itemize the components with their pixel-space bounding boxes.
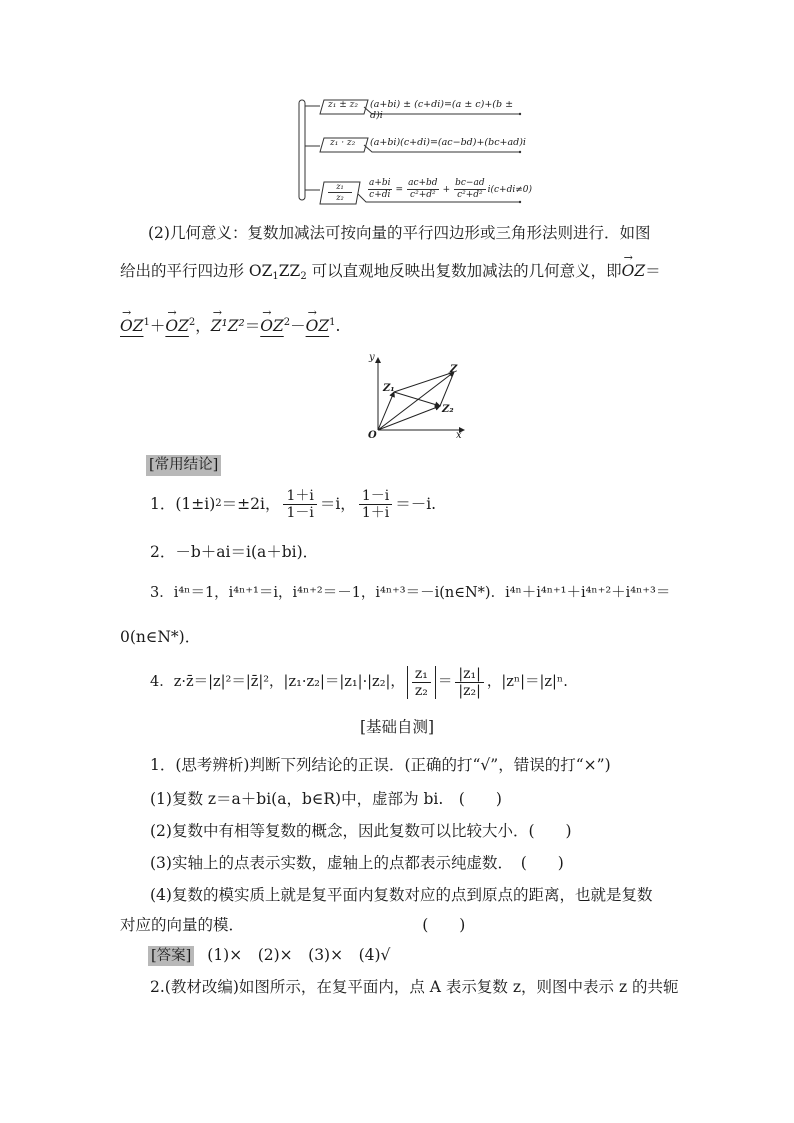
q1-item-2: (2)复数中有相等复数的概念，因此复数可以比较大小．( ) [150,822,572,840]
op-div-rhs-num: bc−ad [455,178,485,188]
self-test-heading: [基础自测] [359,718,435,736]
side-z1z [394,372,454,392]
vector-oz1: → OZ [120,315,143,337]
period: . [335,317,341,335]
q2-line: 2.(教材改编)如图所示，在复平面内，点 A 表示复数 z，则图中表示 z 的共轭 [150,978,679,996]
operations-figure [296,96,532,208]
vector-oz1b: → OZ [306,315,329,337]
minus-sign: － [290,317,306,335]
op-div-label-num: z₁ [328,182,352,193]
conclusions-tag: [常用结论] [146,455,221,476]
sup-2a: 2 [188,317,196,328]
c1-frac-2: $\frac{1-i}{1+i}$ [359,488,392,521]
geometry-line-1: (2)几何意义：复数加减法可按向量的平行四边形或三角形法则进行．如图 [148,224,651,242]
sup-1a: 1 [143,317,150,328]
comma: ， [195,317,211,335]
vector-oz2b: → OZ [260,315,283,337]
geometry-line-2-b: ZZ [278,262,301,280]
geometry-line-2-c: 可以直观地反映出复数加减法的几何意义，即 [306,262,622,280]
equals-sign-2: ＝ [244,317,261,335]
c4-b: ＝ [437,674,453,690]
c4-frac-2: $\frac{\text{|z₁|}}{\text{|z₂|}}$ [455,666,483,699]
op-div-label [328,182,352,203]
conclusion-1 [150,489,436,519]
q1-item-4-line-1: (4)复数的模实质上就是复平面内复数对应的点到原点的距离，也就是复数 [150,886,653,904]
op-div-rhs-den: c²+d² [457,190,483,200]
sub-1: 1 [272,271,279,282]
c1-sup: 2 [215,498,222,509]
q1-intro: 1．(思考辨析)判断下列结论的正误．(正确的打“√”，错误的打“×”) [150,756,611,774]
conclusion-4 [150,664,568,700]
o-label: O [368,430,377,441]
c4-abs-frac: $\frac{\text{z₁}}{\text{z₂}}$ [407,666,436,699]
c1-d: ＝－i. [395,495,437,513]
x-label: x [456,430,462,441]
conclusion-3-line-2: 0(n∈N*)． [120,628,201,646]
op-add-sub-formula: (a+bi) ± (c+di)=(a ± c)+(b ± d)i [370,99,514,121]
op-div-label-den: z₂ [336,193,344,202]
vector-oz2: → OZ [165,315,188,337]
sub-2: 2 [300,271,307,282]
q1-item-4-line-2: 对应的向量的模． ( ) [120,916,466,934]
q1-item-3: (3)实轴上的点表示实数，虚轴上的点都表示纯虚数． ( ) [150,854,564,872]
vector-oz: → OZ [622,260,645,282]
parallelogram-diagram [360,352,472,444]
op-add-sub-label: z₁ ± z₂ [328,100,358,110]
sup-1b: 1 [329,317,336,328]
op-div-mid-num: ac+bd [408,178,438,188]
op-mul-label: z₁ · z₂ [330,138,356,148]
geometry-line-2-a: 给出的平行四边形 OZ [120,262,273,280]
c4-a: 4．z·z̄＝|z|²＝|z̄|²，|z₁·z₂|＝|z₁|·|z₂|， [150,674,405,690]
c4-c: ，|zⁿ|＝|z|ⁿ. [486,674,568,690]
geometry-line-3 [120,312,340,337]
equals-sign: ＝ [645,262,661,280]
op-div-mid-den: c²+d² [410,190,436,200]
op-div-lhs-den: c+di [369,190,391,200]
y-label: y [369,352,375,363]
vec-z1z2-line [394,392,440,406]
c1-b: ＝±2i， [221,495,281,513]
conclusion-2: 2．－b＋ai＝i(a＋bi)． [150,543,319,561]
vec-oz-line [378,372,454,430]
answer-row [148,944,390,966]
vec-oz2-line [378,406,440,430]
sup-2b: 2 [283,317,291,328]
vector-z1z2: → Z¹Z² [211,315,245,337]
conclusion-3-line-1: 3．i⁴ⁿ＝1，i⁴ⁿ⁺¹＝i，i⁴ⁿ⁺²＝－1，i⁴ⁿ⁺³＝－i(n∈N*)．i⁴ⁿ＋i⁴ⁿ⁺¹＋i⁴ⁿ⁺²＋i⁴ⁿ⁺³＝ [150,585,671,601]
answer-text: (1)× (2)× (3)× (4)√ [207,946,391,964]
z2-label: Z₂ [442,404,454,415]
op-div-formula: $\frac{a+bi}{c+di}$ = $\frac{ac+bd}{\text{c²+d²}}$ + $\frac{bc-ad}{\text{c²+d²}}$ i(c+di≠0) [369,178,532,200]
op-div-tail: i(c+di≠0) [487,184,532,195]
c1-c: ＝i， [319,495,356,513]
z1-label: Z₁ [383,383,395,394]
geometry-line-2 [120,260,661,288]
answer-tag: [答案] [148,946,194,966]
c1-frac-1: $\frac{1+i}{1-i}$ [283,488,316,521]
q1-item-1: (1)复数 z＝a＋bi(a，b∈R)中，虚部为 bi. ( ) [150,790,502,808]
op-div-lhs-num: a+bi [369,178,391,188]
plus-sign: ＋ [149,317,166,335]
op-mul-formula: (a+bi)(c+di)=(ac−bd)+(bc+ad)i [370,137,526,148]
c1-a: 1．(1±i) [150,495,216,513]
z-label: Z [450,364,458,375]
